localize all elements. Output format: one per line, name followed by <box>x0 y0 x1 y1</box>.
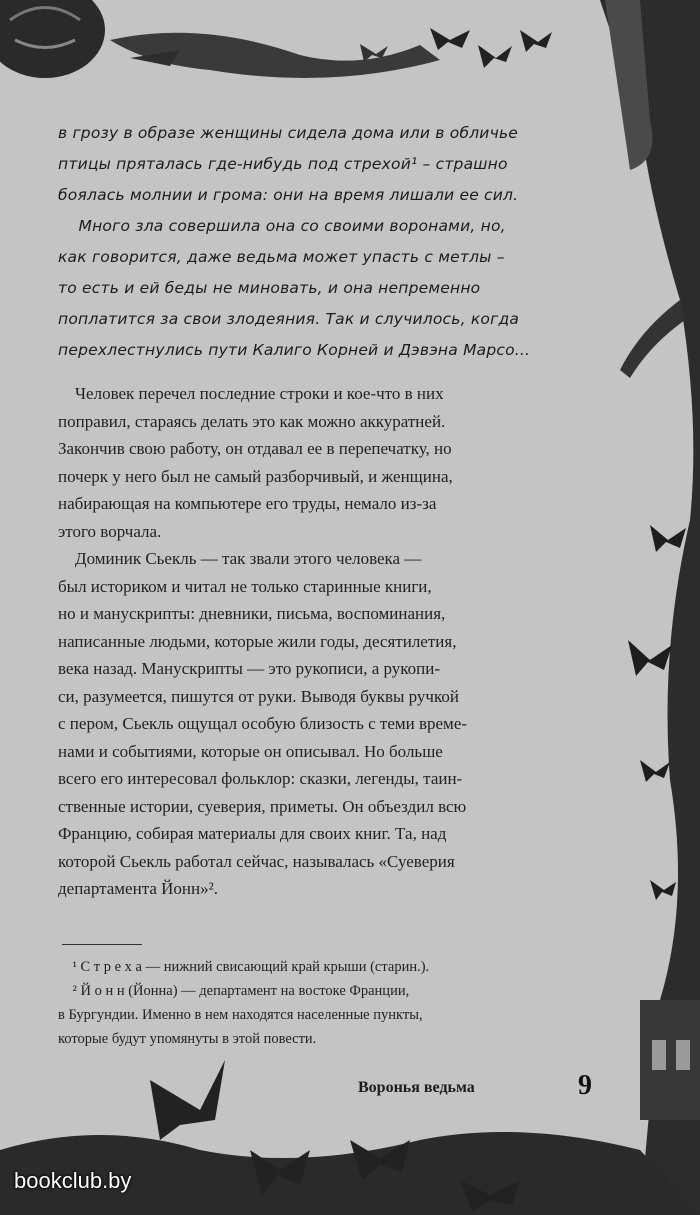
main-body-text <box>58 380 606 903</box>
footnote-line: ¹ С т р е х а — нижний свисающий край крыши (старин.). <box>58 959 430 975</box>
manuscript-line: в грозу в образе женщины сидела дома или в обличье <box>58 124 519 142</box>
manuscript-line: как говорится, даже ведьма может упасть с метлы – <box>58 248 505 266</box>
body-line: с пером, Сьекль ощущал особую близость с теми време- <box>58 714 468 733</box>
body-line: всего его интересовал фольклор: сказки, легенды, таин- <box>58 769 463 788</box>
manuscript-line: боялась молнии и грома: они на время лишали ее сил. <box>58 186 519 204</box>
page-number: 9 <box>578 1070 592 1101</box>
running-title: Воронья ведьма <box>358 1079 475 1096</box>
footnote-line: ² Й о н н (Йонна) — департамент на востоке Франции, <box>58 983 410 999</box>
body-line: этого ворчала. <box>58 521 162 541</box>
body-line: века назад. Манускрипты — это рукописи, а рукопи- <box>58 659 441 678</box>
footnote-line: в Бургундии. Именно в нем находятся населенные пункты, <box>58 1007 423 1023</box>
body-line: которой Сьекль работал сейчас, называлась «Суеверия <box>58 851 455 871</box>
body-line: Доминик Сьекль — так звали этого человека — <box>58 549 422 568</box>
body-line: нами и событиями, которые он описывал. Но больше <box>58 741 443 761</box>
body-line: Человек перечел последние строки и кое-что в них <box>58 384 444 403</box>
footnote-line: которые будут упомянуты в этой повести. <box>58 1031 317 1047</box>
watermark: bookclub.by <box>14 1168 132 1193</box>
body-line: Францию, собирая материалы для своих книг. Та, над <box>58 824 447 843</box>
pumpkin-illustration <box>0 0 105 78</box>
manuscript-line: Много зла совершила она со своими воронами, но, <box>58 217 506 235</box>
manuscript-line: перехлестнулись пути Калиго Корней и Дэвэна Марсо... <box>58 341 531 359</box>
manuscript-line: то есть и ей беды не миновать, и она непременно <box>58 279 481 297</box>
body-line: почерк у него был не самый разборчивый, и женщина, <box>58 466 453 486</box>
body-line: ственные истории, суеверия, приметы. Он объездил всю <box>58 796 467 816</box>
handwritten-manuscript-excerpt <box>58 118 606 366</box>
body-line: си, разумеется, пишутся от руки. Выводя буквы ручкой <box>58 686 459 706</box>
body-line: департамента Йонн»². <box>58 879 218 898</box>
body-line: поправил, стараясь делать это как можно аккуратней. <box>58 411 446 431</box>
manuscript-line: поплатится за свои злодеяния. Так и случилось, когда <box>58 310 520 328</box>
manuscript-line: птицы пряталась где-нибудь под стрехой¹ – страшно <box>58 155 508 173</box>
body-line: был историком и читал не только старинные книги, <box>58 576 432 596</box>
footnotes <box>58 955 606 1051</box>
footnote-divider <box>62 944 142 945</box>
body-line: но и манускрипты: дневники, письма, воспоминания, <box>58 604 446 623</box>
body-line: Закончив свою работу, он отдавал ее в перепечатку, но <box>58 439 452 458</box>
body-line: написанные людьми, которые жили годы, десятилетия, <box>58 631 457 651</box>
body-line: набирающая на компьютере его труды, немало из-за <box>58 494 437 513</box>
